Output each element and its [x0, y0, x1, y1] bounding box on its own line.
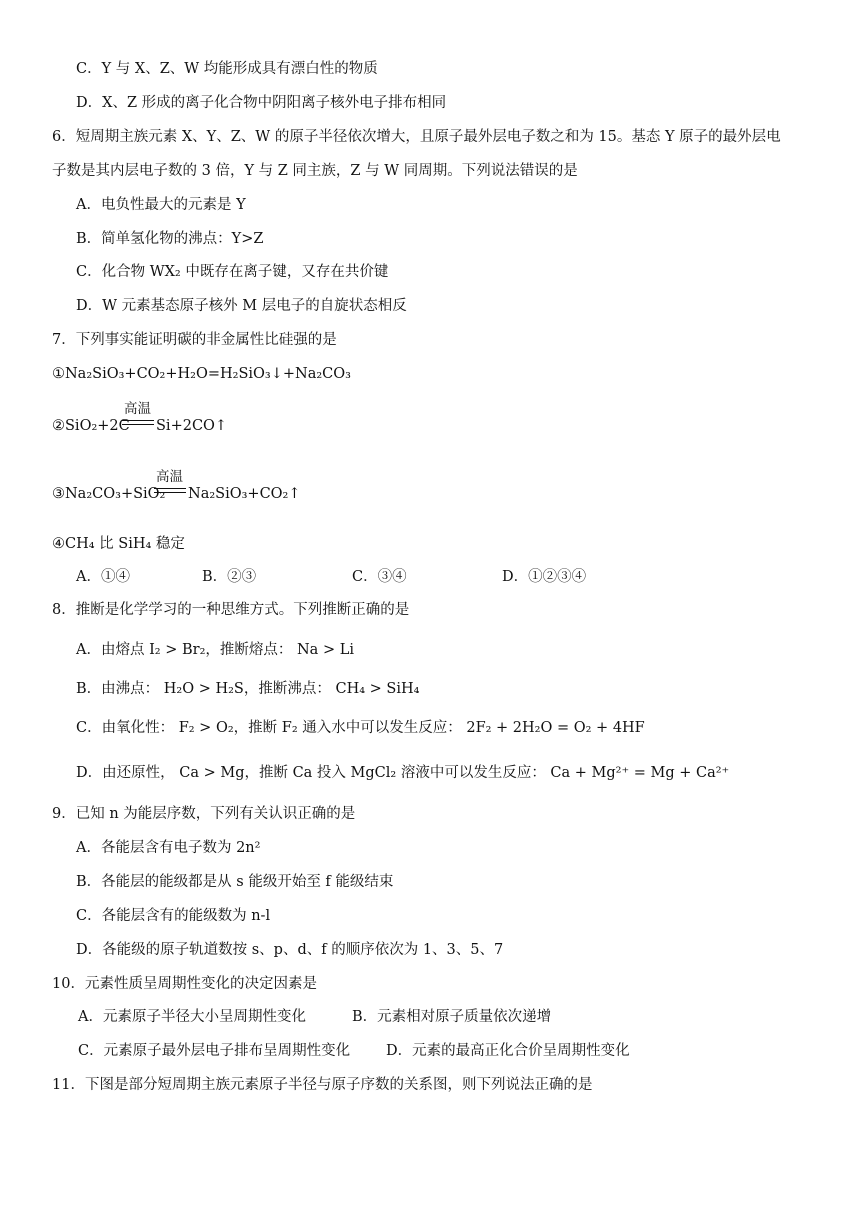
q10-option-d: D．元素的最高正化合价呈周期性变化 [386, 1043, 630, 1059]
q7-fact-2-products: Si+2CO↑ [156, 418, 228, 434]
q7-fact-3-condition: 高温 [156, 469, 183, 485]
q6-option-d: D．W 元素基态原子核外 M 层电子的自旋状态相反 [76, 298, 407, 314]
q7-option-b: B．②③ [202, 569, 257, 585]
q8-option-a: A．由熔点 I₂ > Br₂，推断熔点： Na > Li [76, 642, 354, 658]
q8-stem: 8．推断是化学学习的一种思维方式。下列推断正确的是 [52, 602, 410, 618]
q8-option-c: C．由氧化性： F₂ > O₂，推断 F₂ 通入水中可以发生反应： 2F₂ + 2H₂O = O₂ + 4HF [76, 720, 645, 736]
q6-option-a: A．电负性最大的元素是 Y [76, 197, 246, 213]
q11-stem: 11．下图是部分短周期主族元素原子半径与原子序数的关系图，则下列说法正确的是 [52, 1077, 593, 1093]
q10-option-a: A．元素原子半径大小呈周期性变化 [78, 1009, 306, 1025]
q8-option-d: D．由还原性， Ca > Mg，推断 Ca 投入 MgCl₂ 溶液中可以发生反应： Ca + Mg²⁺ = Mg + Ca²⁺ [76, 765, 730, 781]
q7-fact-2-condition: 高温 [124, 401, 151, 417]
q7-fact-4: ④CH₄ 比 SiH₄ 稳定 [52, 536, 185, 552]
q6-stem-line-2: 子数是其内层电子数的 3 倍，Y 与 Z 同主族，Z 与 W 同周期。下列说法错误的是 [52, 163, 578, 179]
q9-option-a: A．各能层含有电子数为 2n² [76, 840, 261, 856]
q9-option-c: C．各能层含有的能级数为 n-l [76, 908, 271, 924]
q7-fact-1: ①Na₂SiO₃+CO₂+H₂O=H₂SiO₃↓+Na₂CO₃ [52, 366, 351, 382]
q7-fact-3-reactants: ③Na₂CO₃+SiO₂ [52, 486, 166, 502]
q7-option-a: A．①④ [76, 569, 130, 585]
q5-option-c: C．Y 与 X、Z、W 均能形成具有漂白性的物质 [76, 61, 378, 77]
q10-option-b: B．元素相对原子质量依次递增 [352, 1009, 552, 1025]
q7-option-c: C．③④ [352, 569, 407, 585]
q9-option-b: B．各能层的能级都是从 s 能级开始至 f 能级结束 [76, 874, 394, 890]
q6-stem-line-1: 6．短周期主族元素 X、Y、Z、W 的原子半径依次增大，且原子最外层电子数之和为 15。基态 Y 原子的最外层电 [52, 129, 781, 145]
q7-option-d: D．①②③④ [502, 569, 587, 585]
q10-option-c: C．元素原子最外层电子排布呈周期性变化 [78, 1043, 351, 1059]
q7-fact-3-equals-bar [154, 488, 186, 493]
q8-option-b: B．由沸点： H₂O > H₂S，推断沸点： CH₄ > SiH₄ [76, 681, 420, 697]
q7-fact-2-equals-bar [122, 420, 154, 425]
q9-option-d: D．各能级的原子轨道数按 s、p、d、f 的顺序依次为 1、3、5、7 [76, 942, 504, 958]
q9-stem: 9．已知 n 为能层序数，下列有关认识正确的是 [52, 806, 356, 822]
q10-stem: 10．元素性质呈周期性变化的决定因素是 [52, 976, 317, 992]
q6-option-b: B．简单氢化物的沸点：Y>Z [76, 231, 264, 247]
q6-option-c: C．化合物 WX₂ 中既存在离子键，又存在共价键 [76, 264, 389, 280]
q7-fact-2-reactants: ②SiO₂+2C [52, 418, 130, 434]
q5-option-d: D．X、Z 形成的离子化合物中阴阳离子核外电子排布相同 [76, 95, 447, 111]
q7-stem: 7．下列事实能证明碳的非金属性比硅强的是 [52, 332, 337, 348]
q7-fact-3-products: Na₂SiO₃+CO₂↑ [188, 486, 301, 502]
